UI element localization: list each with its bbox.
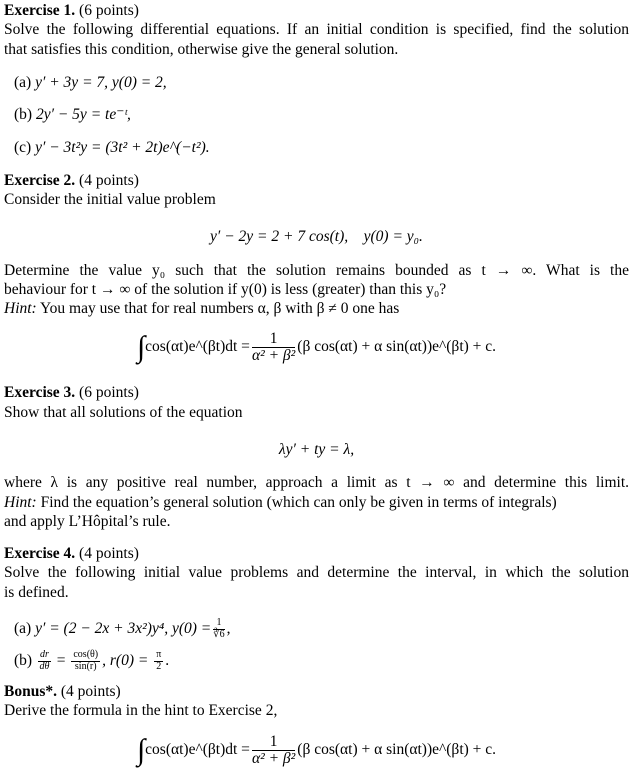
equation: y′ − 3t²y = (3t² + 2t)e^(−t²). (35, 139, 210, 156)
bonus-title: Bonus*. (4, 683, 57, 700)
integral-sign: ∫ (136, 330, 146, 364)
hint-label: Hint: (4, 494, 37, 511)
fraction (154, 650, 163, 672)
ex1-text: Solve the following differential equations. If an initial condition is specified, find the solution (4, 21, 629, 38)
ex4-title: Exercise 4. (4, 545, 76, 562)
denominator: dθ (39, 660, 50, 672)
ex3-title: Exercise 3. (4, 384, 76, 401)
numerator: dr (39, 649, 49, 661)
ex3-text: where λ is any positive real number, approach a limit as t → ∞ and determine this limit. (4, 474, 629, 491)
ex2-title: Exercise 2. (4, 172, 76, 189)
equation: , r(0) = (102, 652, 149, 669)
ex3-points: (6 points) (79, 384, 139, 401)
fraction (213, 618, 224, 640)
ex1-heading (4, 2, 629, 20)
numerator: π (156, 649, 162, 661)
fraction (252, 331, 295, 365)
ex4-text: Solve the following initial value problems and determine the interval, in which the solution (4, 564, 629, 581)
item-label: (b) (14, 106, 33, 123)
ex2-text: behaviour for t → ∞ of the solution if y(0) is less (greater) than this y₀? (4, 281, 447, 298)
equation: y′ + 3y = 7, y(0) = 2, (35, 74, 167, 91)
ex3-text: Show that all solutions of the equation (4, 404, 243, 421)
item-label: (a) (14, 74, 32, 91)
equation: cos(αt)e^(βt)dt = (145, 338, 250, 355)
bonus-text: Derive the formula in the hint to Exercise 2, (4, 702, 278, 719)
ex2-text: Determine the value y₀ such that the solution remains bounded as t → ∞. What is the (4, 262, 629, 279)
equation: (β cos(αt) + α sin(αt))e^(βt) + c. (297, 338, 497, 355)
ex4-a: (a) y′ = (2 − 2x + 3x²)y⁴, y(0) = $\frac{1}{∛6}$ , (14, 617, 231, 640)
ex2-hint (4, 300, 629, 318)
equation: (β cos(αt) + α sin(αt))e^(βt) + c. (297, 741, 497, 758)
ex1-points: (6 points) (79, 2, 139, 19)
equation: y′ − 2y = 2 + 7 cos(t), y(0) = y₀. (210, 228, 423, 245)
integral-formula (0, 730, 633, 770)
numerator: 1 (213, 618, 224, 630)
denominator: α² + β² (251, 346, 296, 364)
hint-label: Hint: (4, 300, 37, 317)
denominator: 2 (156, 660, 162, 672)
integral-sign: ∫ (136, 733, 146, 767)
equation: y′ = (2 − 2x + 3x²)y⁴, y(0) = (35, 620, 212, 637)
ex3-hint (4, 494, 629, 512)
ex3-heading (4, 384, 629, 402)
equation: cos(αt)e^(βt)dt = (145, 741, 250, 758)
ex3-text: and apply L’Hôpital’s rule. (4, 513, 171, 530)
ex4-text: is defined. (4, 584, 69, 601)
numerator: 1 (252, 331, 295, 348)
bonus-heading (4, 683, 629, 701)
ex1-title: Exercise 1. (4, 2, 76, 19)
ex4-points: (4 points) (79, 545, 139, 562)
numerator: cos(θ) (73, 649, 99, 661)
denominator: sin(r) (74, 660, 97, 672)
hint-text: Find the equation’s general solution (which can only be given in terms of integrals) (40, 494, 557, 511)
equation: 2y′ − 5y = te⁻ᵗ, (35, 106, 131, 123)
hint-text: You may use that for real numbers α, β with β ≠ 0 one has (40, 300, 400, 317)
item-label: (b) (14, 652, 33, 669)
equation: λy′ + ty = λ, (278, 441, 355, 458)
ex1-c (14, 139, 633, 157)
ex2-points: (4 points) (79, 172, 139, 189)
denominator: ∛6 (213, 628, 225, 640)
ex2-text: Consider the initial value problem (4, 191, 216, 208)
fraction (38, 650, 51, 672)
bonus-points: (4 points) (60, 683, 121, 700)
item-label: (c) (14, 139, 32, 156)
fraction (71, 650, 100, 672)
ex1-b (14, 106, 633, 124)
ex4-heading (4, 545, 629, 563)
denominator: α² + β² (251, 749, 296, 767)
numerator: 1 (252, 734, 295, 751)
integral-formula (0, 327, 633, 367)
ex4-b: (b) $\frac{dr}{d\theta}$ = $\frac{\cos(\theta)}{\sin(r)}$ , r(0) = $\frac{\pi}{2}$ . (14, 649, 170, 672)
ex1-a (14, 74, 633, 92)
item-label: (a) (14, 620, 32, 637)
fraction (252, 734, 295, 768)
ex1-text: that satisfies this condition, otherwise give the general solution. (4, 41, 399, 58)
ex2-heading (4, 172, 629, 190)
